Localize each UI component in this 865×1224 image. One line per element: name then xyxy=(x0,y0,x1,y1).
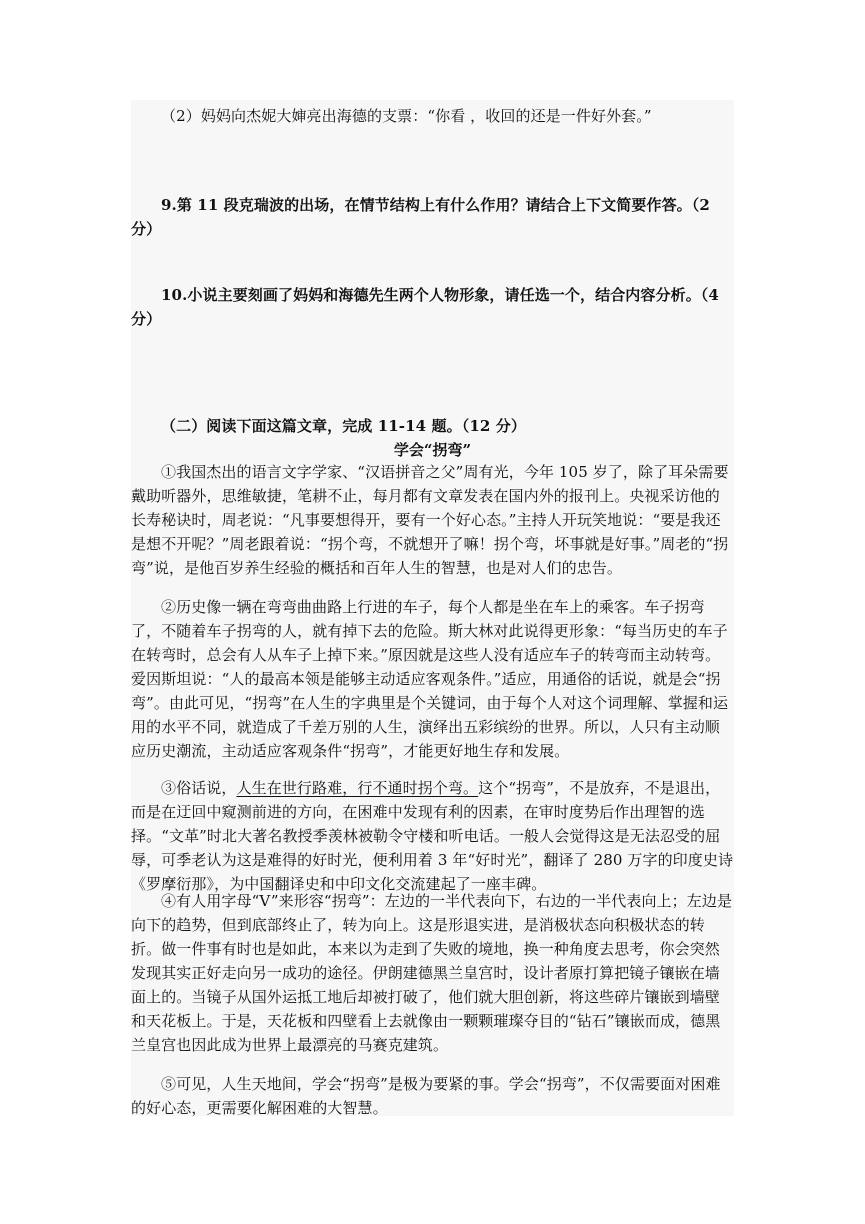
article-paragraph-2: ②历史像一辆在弯弯曲曲路上行进的车子，每个人都是坐在车上的乘客。车子拐弯了，不随着车子拐弯的人，就有掉下去的危险。斯大林对此说得更形象：“每当历史的车子在转弯时，总会有人从车子上掉下来。”原因就是这些人没有适应车子的转弯而主动转弯。爱因斯坦说：“人的最高本领是能够主动适应客观条件。”适应，用通俗的话说，就是会“拐弯”。由此可见，“拐弯”在人生的字典里是个关键词，由于每个人对这个词理解、掌握和运用的水平不同，就造成了千差万别的人生，演绎出五彩缤纷的世界。所以，人只有主动顺应历史潮流，主动适应客观条件“拐弯”，才能更好地生存和发展。 xyxy=(131,598,729,760)
article-title: 学会“拐弯” xyxy=(393,441,472,459)
paragraph-3-lead: ③俗话说， xyxy=(161,779,237,797)
article-paragraph-4: ④有人用字母“V”来形容“拐弯”：左边的一半代表向下，右边的一半代表向上；左边是向下的趋势，但到底部终止了，转为向上。这是形退实进，是消极状态向积极状态的转折。做一件事有时也是如此，本来以为走到了失败的境地，换一种角度去思考，你会突然发现其实正好走向另一成功的途径。伊朗建德黑兰皇宫时，设计者原打算把镜子镶嵌在墙面上的。当镜子从国外运抵工地后却被打破了，他们就大胆创新，将这些碎片镶嵌到墙壁和天花板上。于是，天花板和四壁看上去就像由一颗颗璀璨夺目的“钻石”镶嵌而成，德黑兰皇宫也因此成为世界上最漂亮的马赛克建筑。 xyxy=(131,892,733,1054)
underlined-proverb: 人生在世行路难，行不通时拐个弯。 xyxy=(236,779,479,797)
section-heading: （二）阅读下面这篇文章，完成 11-14 题。（12 分） xyxy=(161,417,526,435)
article-paragraph-1: ①我国杰出的语言文字学家、“汉语拼音之父”周有光，今年 105 岁了，除了耳朵需要戴助听器外，思维敏捷，笔耕不止，每月都有文章发表在国内外的报刊上。央视采访他的长寿秘诀时，周老说：“凡事要想得开，要有一个好心态。”主持人开玩笑地说：“要是我还是想不开呢？”周老跟着说：“拐个弯，不就想开了嘛！拐个弯，坏事就是好事。”周老的“拐弯”说，是他百岁养生经验的概括和百年人生的智慧，也是对人们的忠告。 xyxy=(131,463,729,577)
paragraph-3-rest: 这个“拐弯”，不是放弃，不是退出，而是在迂回中窥测前进的方向，在困难中发现有利的因素，在审时度势后作出理智的选择。“文革”时北大著名教授季羡林被勒令守楼和听电话。一般人会觉得这是无法忍受的屈辱，可季老认为这是难得的好时光，便利用着 3 年“好时光”，翻译了 280 万字的印度史诗《罗摩衍那》，为中国翻译史和中印文化交流建起了一座丰碑。 xyxy=(131,779,734,893)
article-paragraph-3 xyxy=(131,776,734,896)
item-2: （2）妈妈向杰妮大婶亮出海德的支票：“你看 ，收回的还是一件好外套。” xyxy=(161,107,652,125)
question-10: 10.小说主要刻画了妈妈和海德先生两个人物形象，请任选一个，结合内容分析。（4 分） xyxy=(131,286,719,328)
question-9: 9.第 11 段克瑞波的出场，在情节结构上有什么作用？请结合上下文简要作答。（2 分） xyxy=(131,196,710,238)
article-paragraph-5: ⑤可见，人生天地间，学会“拐弯”是极为要紧的事。学会“拐弯”，不仅需要面对困难的好心态，更需要化解困难的大智慧。 xyxy=(131,1075,721,1117)
